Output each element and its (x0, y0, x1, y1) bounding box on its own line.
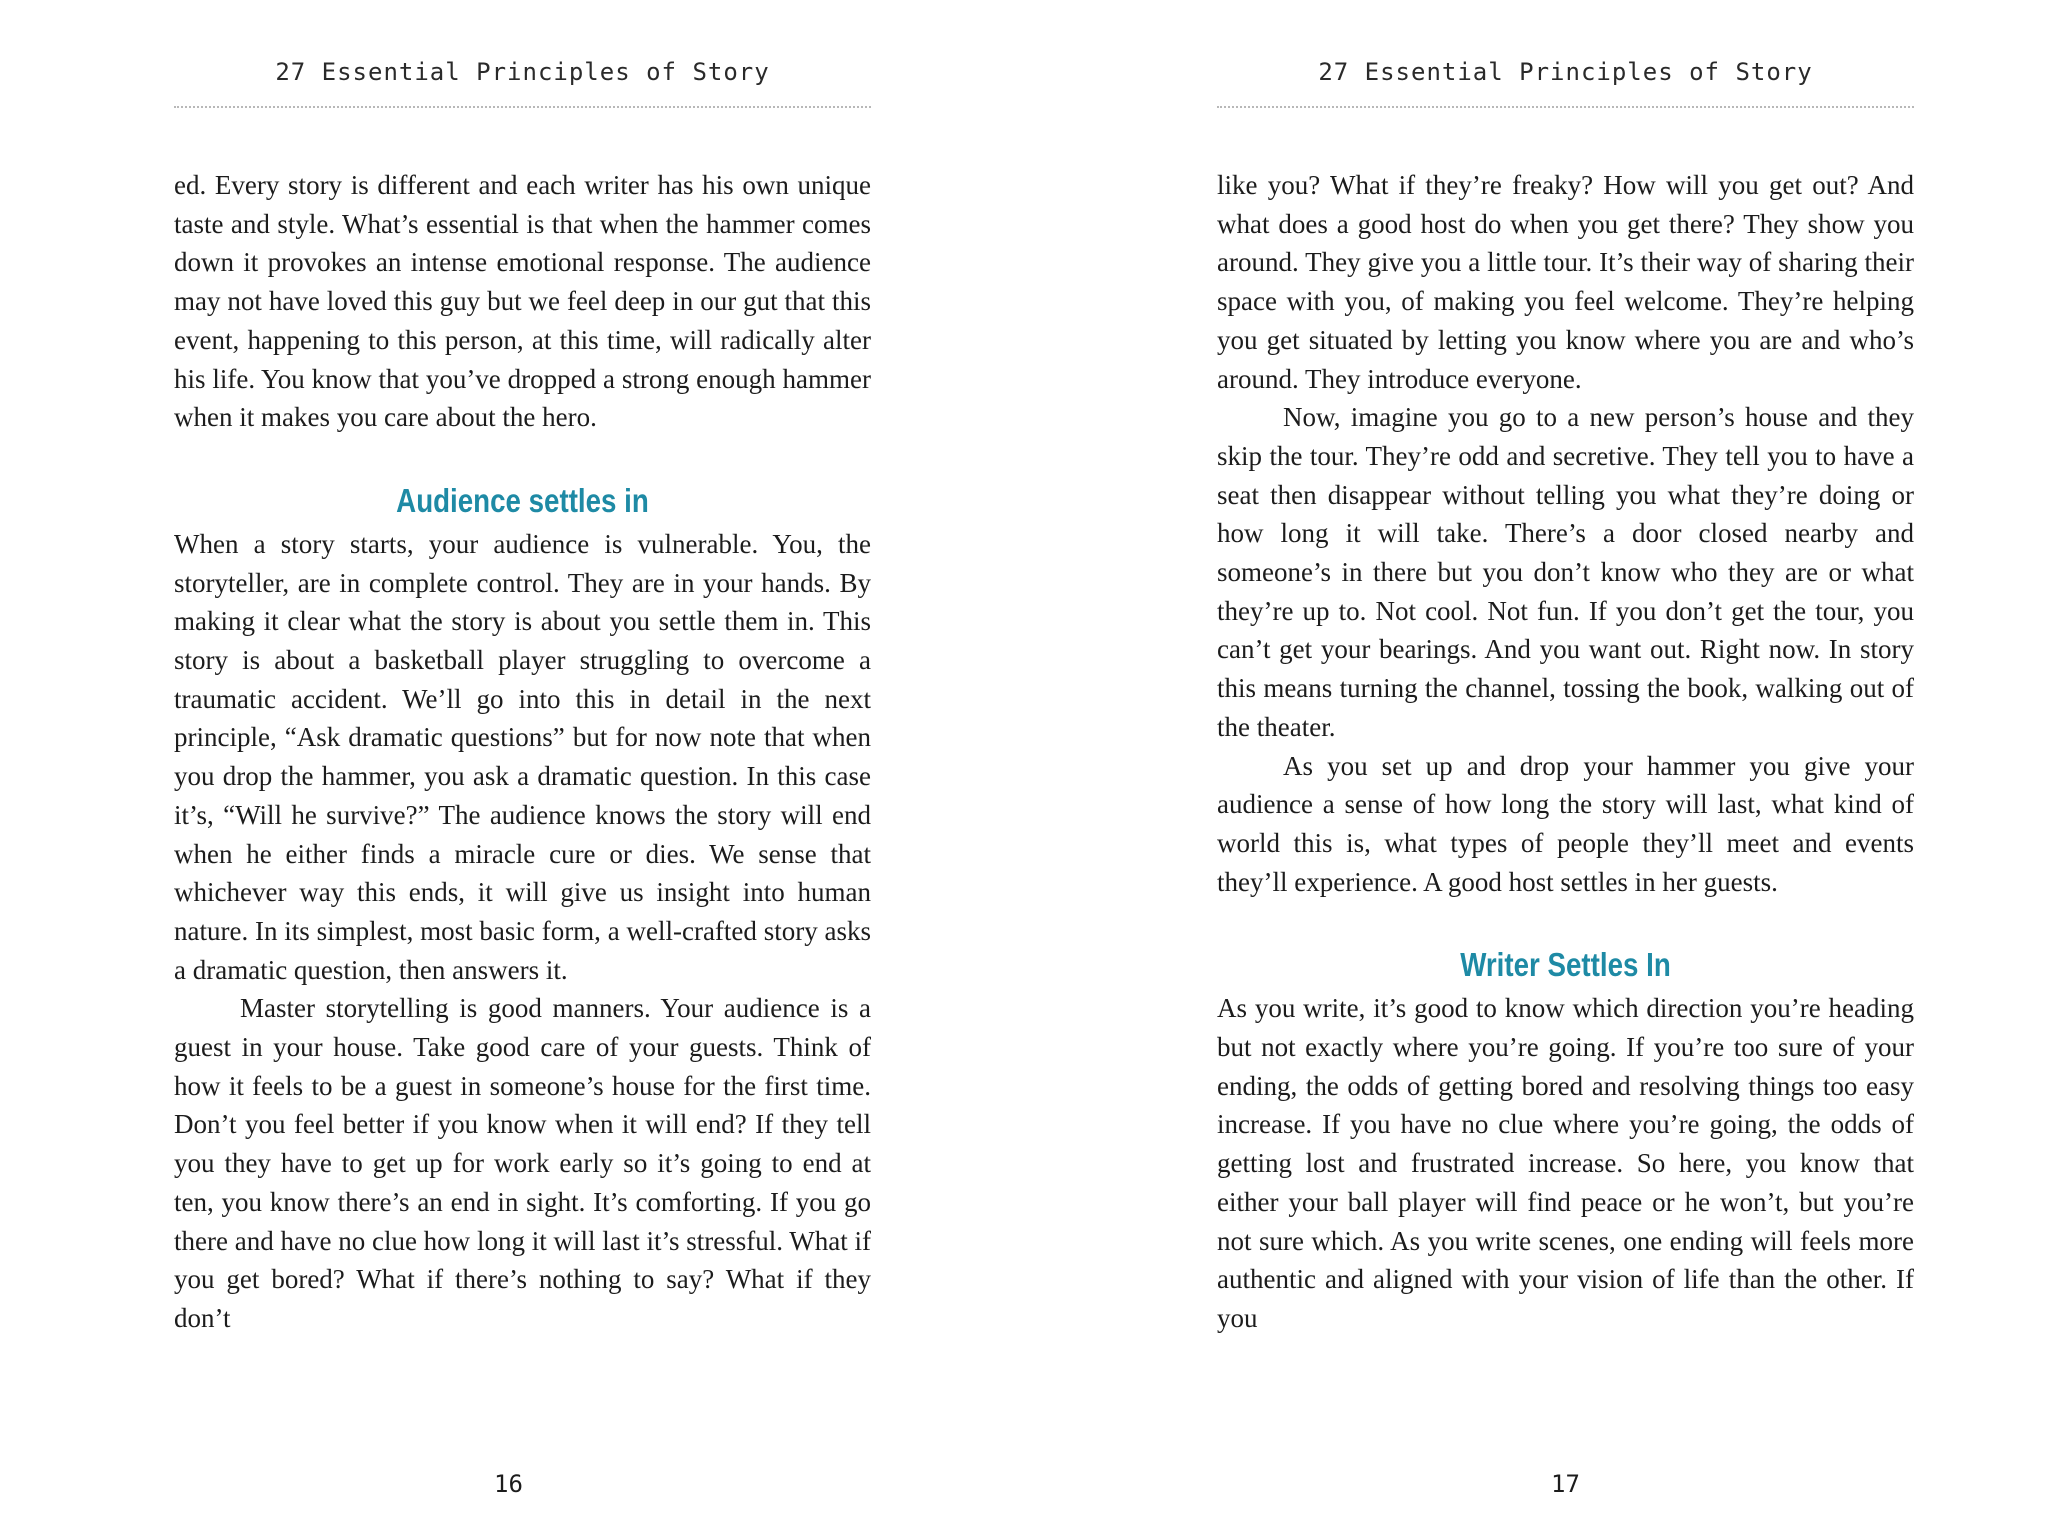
paragraph: like you? What if they’re freaky? How will you get out? And what does a good host do when you get there? They show you around. They give you a little tour. It’s their way of sharing their space with you, of making you feel welcome. They’re helping you get situated by letting you know where you are and who’s around. They introduce everyone. (1217, 170, 1914, 394)
page-number: 16 (494, 1470, 523, 1498)
right-page (1217, 0, 1914, 1536)
running-header: 27 Essential Principles of Story (1318, 58, 1813, 86)
header-divider (1217, 106, 1914, 108)
paragraph: Now, imagine you go to a new person’s house and they skip the tour. They’re odd and secretive. They tell you to have a seat then disappear without telling you what they’re doing or how long it will take. There’s a door closed nearby and someone’s in there but you don’t know who they are or what they’re up to. Not cool. Not fun. If you don’t get the tour, you can’t get your bearings. And you want out. Right now. In story this means turning the channel, tossing the book, walking out of the theater. (1217, 402, 1914, 742)
section-heading: Writer Settles In (1460, 946, 1671, 984)
paragraph: Master storytelling is good manners. Your audience is a guest in your house. Take good care of your guests. Think of how it feels to be a guest in someone’s house for the first time. Don’t you feel better if you know when it will end? If they tell you they have to get up for work early so it’s going to end at ten, you know there’s an end in sight. It’s comforting. If you go there and have no clue how long it will last it’s stressful. What if you get bored? What if there’s nothing to say? What if they don’t (174, 993, 871, 1333)
header-divider (174, 106, 871, 108)
page-number: 17 (1551, 1470, 1580, 1498)
body-text (174, 166, 871, 1338)
paragraph: As you set up and drop your hammer you give your audience a sense of how long the story will last, what kind of world this is, what types of people they’ll meet and events they’ll experience. A good host settles in her guests. (1217, 750, 1914, 897)
body-text (1217, 166, 1914, 1338)
left-page (174, 0, 871, 1536)
paragraph: As you write, it’s good to know which direction you’re heading but not exactly where you’re going. If you’re too sure of your ending, the odds of getting bored and resolving things too easy increase. If you have no clue where you’re going, the odds of getting lost and frustrated increase. So here, you know that either your ball player will find peace or he won’t, but you’re not sure which. As you write scenes, one ending will feels more authentic and aligned with your vision of life than the other. If you (1217, 993, 1914, 1333)
paragraph: ed. Every story is different and each writer has his own unique taste and style. What’s essential is that when the hammer comes down it provokes an intense emotional response. The audience may not have loved this guy but we feel deep in our gut that this event, happening to this person, at this time, will radically alter his life. You know that you’ve dropped a strong enough hammer when it makes you care about the hero. (174, 170, 871, 433)
running-header: 27 Essential Principles of Story (275, 58, 770, 86)
section-heading: Audience settles in (396, 481, 649, 519)
paragraph: When a story starts, your audience is vulnerable. You, the storyteller, are in complete control. They are in your hands. By making it clear what the story is about you settle them in. This story is about a basketball player struggling to overcome a traumatic accident. We’ll go into this in detail in the next principle, “Ask dramatic questions” but for now note that when you drop the hammer, you ask a dramatic question. In this case it’s, “Will he survive?” The audience knows the story will end when he either finds a miracle cure or dies. We sense that whichever way this ends, it will give us insight into human nature. In its simplest, most basic form, a well-crafted story asks a dramatic question, then answers it. (174, 528, 871, 985)
